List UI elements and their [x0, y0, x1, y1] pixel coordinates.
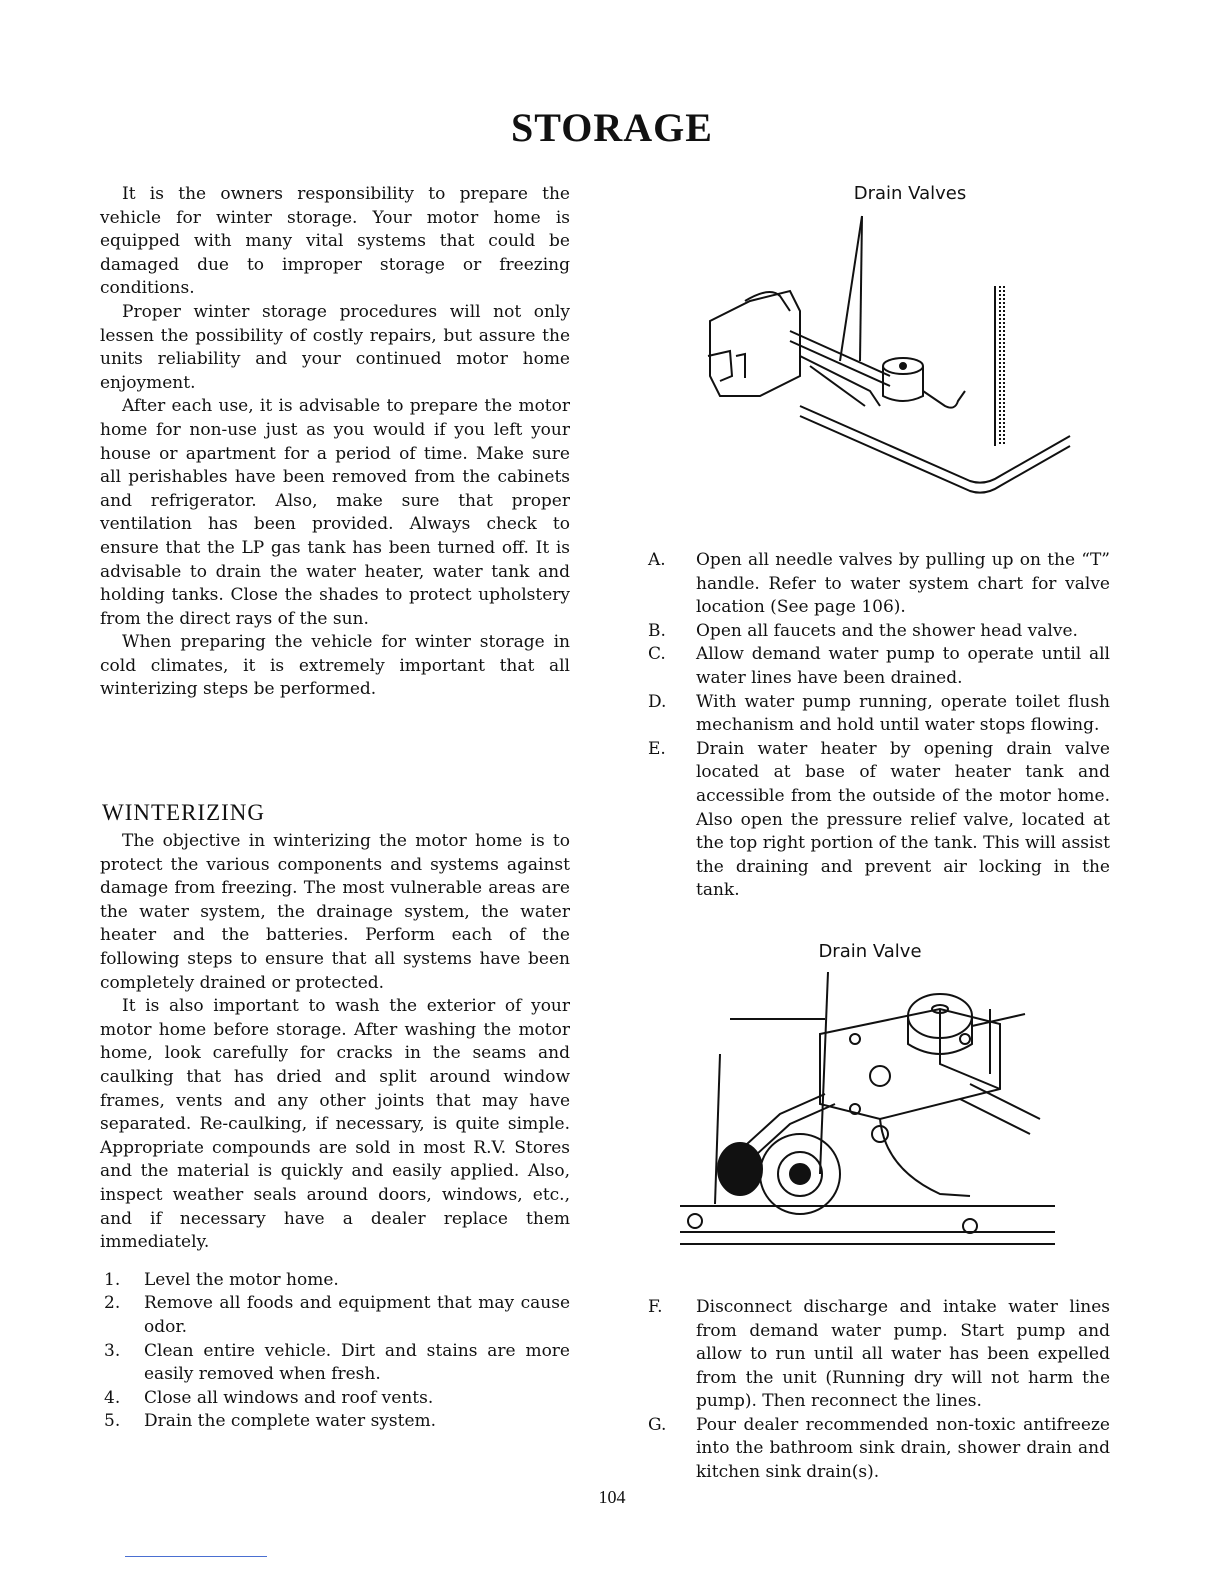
step-letter: E.: [648, 738, 666, 759]
list-item: [100, 1410, 570, 1434]
right-column: [640, 183, 1110, 1485]
step-text: Pour dealer recommended non-toxic antifreeze into the bathroom sink drain, shower drain and kitchen sink drain(s).: [696, 1414, 1110, 1483]
drain-valve-label: Drain Valve: [818, 940, 922, 962]
step-text: Remove all foods and equipment that may cause odor.: [144, 1293, 570, 1337]
procedure-list-f-g: [640, 1296, 1110, 1485]
footer-divider: [125, 1556, 267, 1557]
step-text: Open all faucets and the shower head valve.: [696, 620, 1078, 641]
step-letter: C.: [648, 644, 666, 665]
list-item: [100, 1269, 570, 1293]
intro-paragraph: It is the owners responsibility to prepare the vehicle for winter storage. Your motor home is equipped with many vital systems that could be damaged due to improper storage or freezing conditions.: [100, 184, 570, 299]
winterizing-steps-list: [100, 1269, 570, 1434]
list-item: [640, 738, 1110, 903]
list-item: [100, 1340, 570, 1387]
list-item: [640, 1414, 1110, 1485]
step-text: Allow demand water pump to operate until all water lines have been drained.: [696, 644, 1110, 688]
step-letter: F.: [648, 1296, 663, 1317]
step-letter: G.: [648, 1414, 667, 1435]
winterizing-heading: WINTERIZING: [102, 800, 266, 826]
step-text: Drain water heater by opening drain valve located at base of water heater tank and accessible from the outside of the motor home. Also open the pressure relief valve, located at the top right portion of the tank. This will assist the draining and prevent air locking in the tank.: [696, 738, 1110, 901]
step-letter: B.: [648, 620, 666, 641]
step-text: Open all needle valves by pulling up on the “T” handle. Refer to water system chart for valve location (See page 106).: [696, 550, 1110, 618]
list-item: [640, 691, 1110, 738]
list-item: [640, 643, 1110, 690]
intro-paragraph: Proper winter storage procedures will not only lessen the possibility of costly repairs, but assure the units reliability and your continued motor home enjoyment.: [100, 301, 570, 393]
list-item: [100, 1387, 570, 1411]
list-item: [100, 1292, 570, 1339]
intro-paragraph: When preparing the vehicle for winter storage in cold climates, it is extremely important that all winterizing steps be performed.: [100, 632, 570, 700]
intro-section: [100, 183, 570, 702]
drain-valves-illustration: [640, 206, 1110, 521]
step-number: 2.: [104, 1293, 121, 1314]
page-number: 104: [598, 1487, 626, 1507]
page-title: STORAGE: [511, 105, 713, 150]
step-text: With water pump running, operate toilet flush mechanism and hold until water stops flowing.: [696, 691, 1110, 736]
step-text: Disconnect discharge and intake water lines from demand water pump. Start pump and allow to run until all water has been expelled from the unit (Running dry will not harm the pump). Then reconnect the lines.: [696, 1296, 1110, 1412]
step-text: Clean entire vehicle. Dirt and stains are more easily removed when fresh.: [144, 1340, 570, 1385]
winterizing-paragraph: It is also important to wash the exterior of your motor home before storage. After washing the motor home, look carefully for cracks in the seams and caulking that has dried and split around window frames, vents and any other joints that may have separated. Re-caulking, if necessary, is quite simple. Appropriate compounds are sold in most R.V. Stores and the material is quickly and easily applied. Also, inspect weather seals around doors, windows, etc., and if necessary have a dealer replace them immediately.: [100, 996, 570, 1253]
intro-paragraph: After each use, it is advisable to prepare the motor home for non-use just as you would if you left your house or apartment for a period of time. Make sure all perishables have been removed from the cabinets and refrigerator. Also, make sure that proper ventilation has been provided. Always check to ensure that the LP gas tank has been turned off. It is advisable to drain the water heater, water tank and holding tanks. Close the shades to protect upholstery from the direct rays of the sun.: [100, 396, 570, 629]
step-number: 5.: [104, 1411, 121, 1432]
list-item: [640, 549, 1110, 620]
procedure-list-a-e: [640, 549, 1110, 903]
winterizing-paragraph: The objective in winterizing the motor home is to protect the various components and systems against damage from freezing. The most vulnerable areas are the water system, the drainage system, the water heater and the batteries. Perform each of the following steps to ensure that all systems have been completely drained or protected.: [100, 831, 570, 993]
step-number: 4.: [104, 1387, 121, 1408]
step-text: Close all windows and roof vents.: [144, 1387, 434, 1408]
step-text: Level the motor home.: [144, 1269, 339, 1290]
step-letter: A.: [648, 550, 666, 570]
list-item: [640, 620, 1110, 644]
left-column: [100, 183, 570, 1434]
list-item: [640, 1296, 1110, 1414]
water-heater-drain-valve-illustration: [640, 964, 1110, 1284]
step-number: 3.: [104, 1340, 121, 1361]
step-letter: D.: [648, 691, 667, 712]
drain-valves-label: Drain Valves: [853, 183, 967, 204]
step-text: Drain the complete water system.: [144, 1411, 437, 1432]
step-number: 1.: [104, 1269, 121, 1290]
